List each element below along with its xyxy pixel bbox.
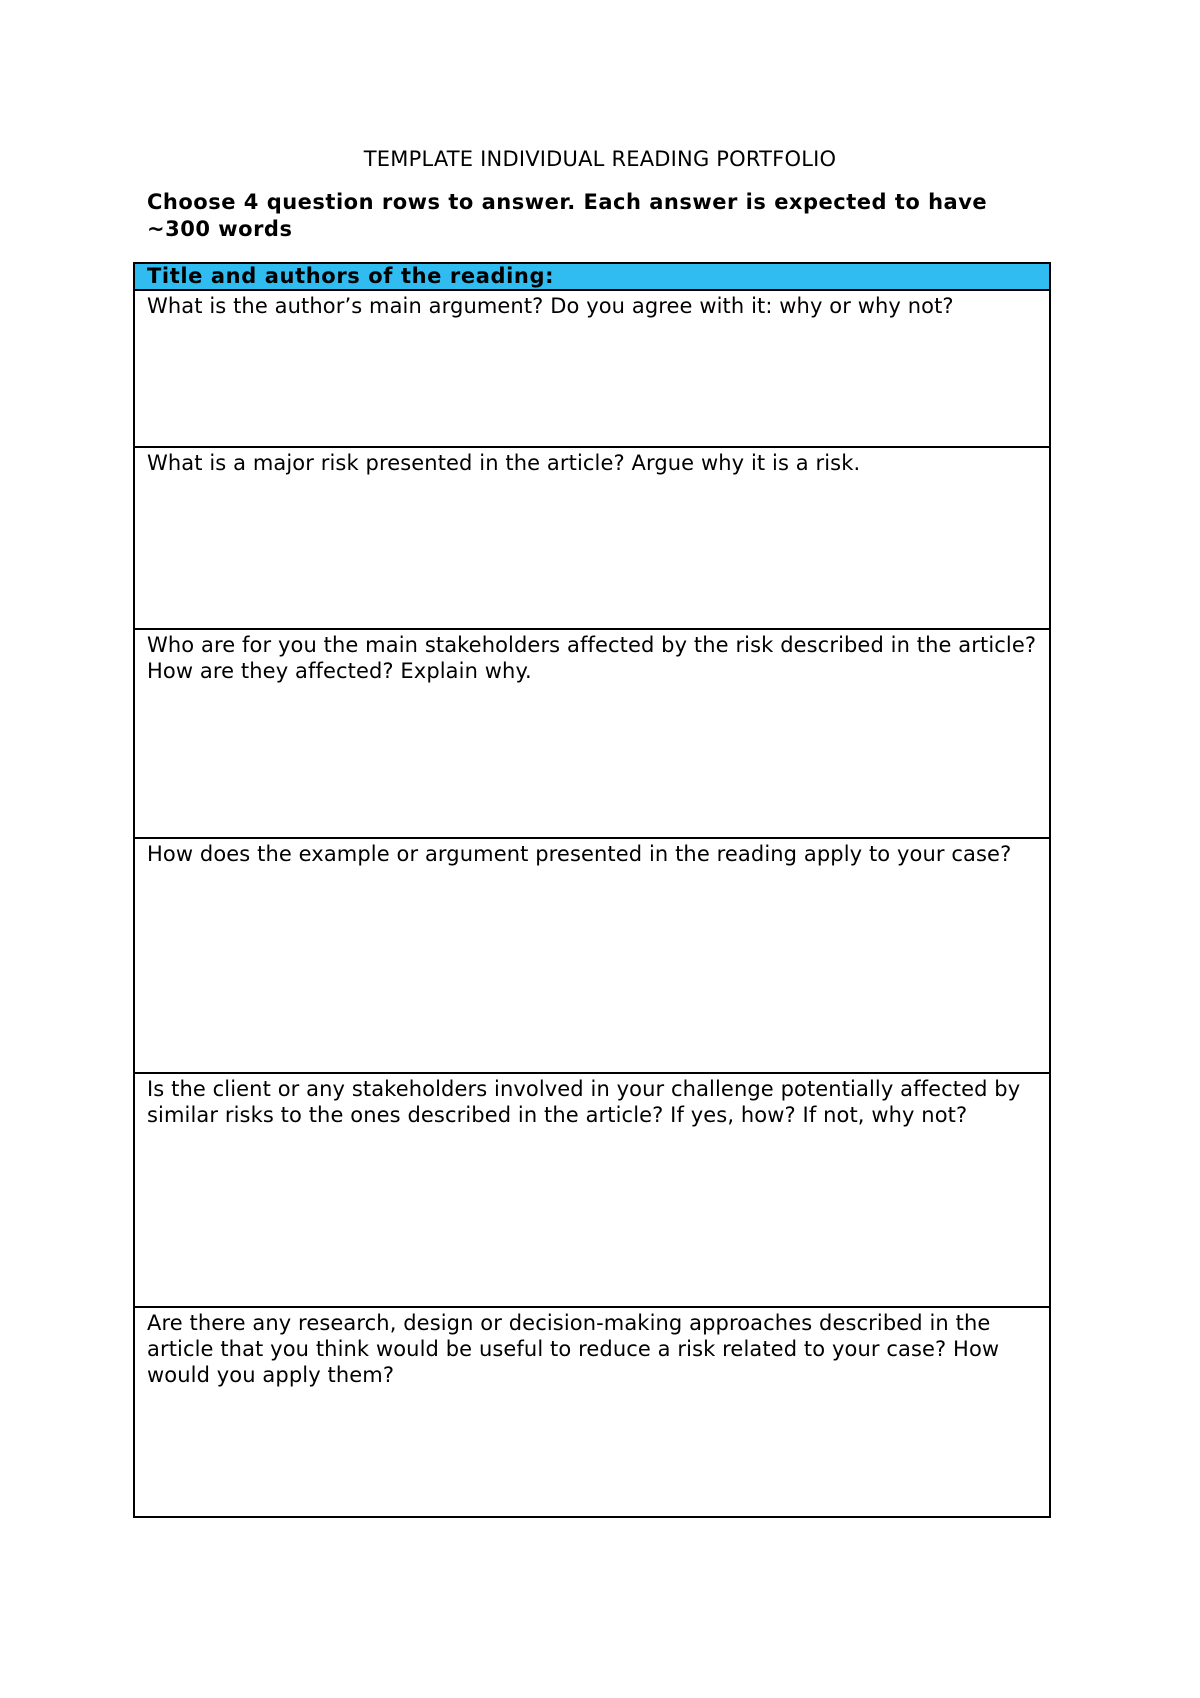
question-row-major-risk: What is a major risk presented in the article? Argue why it is a risk. — [135, 448, 1049, 630]
question-row-approaches: Are there any research, design or decision-making approaches described in the article that you think would be useful to reduce a risk related to your case? How would you apply them? — [147, 1311, 1000, 1387]
instructions-text: Choose 4 question rows to answer. Each answer is expected to have ~300 words — [147, 190, 988, 241]
question-row-main-argument: What is the author’s main argument? Do you agree with it: why or why not? — [135, 291, 1049, 448]
question-row-client-risks: Is the client or any stakeholders involved in your challenge potentially affected by similar risks to the ones described in the article? If yes, how? If not, why not? — [135, 1074, 1049, 1308]
question-row-apply-to-case: How does the example or argument presented in the reading apply to your case? — [135, 839, 1049, 1074]
reading-title-header: Title and authors of the reading: — [135, 264, 1049, 291]
document-title: TEMPLATE INDIVIDUAL READING PORTFOLIO — [363, 147, 837, 171]
question-row-stakeholders: Who are for you the main stakeholders affected by the risk described in the article? How are they affected? Explain why. — [135, 630, 1049, 839]
reading-portfolio-table — [133, 262, 1051, 1518]
